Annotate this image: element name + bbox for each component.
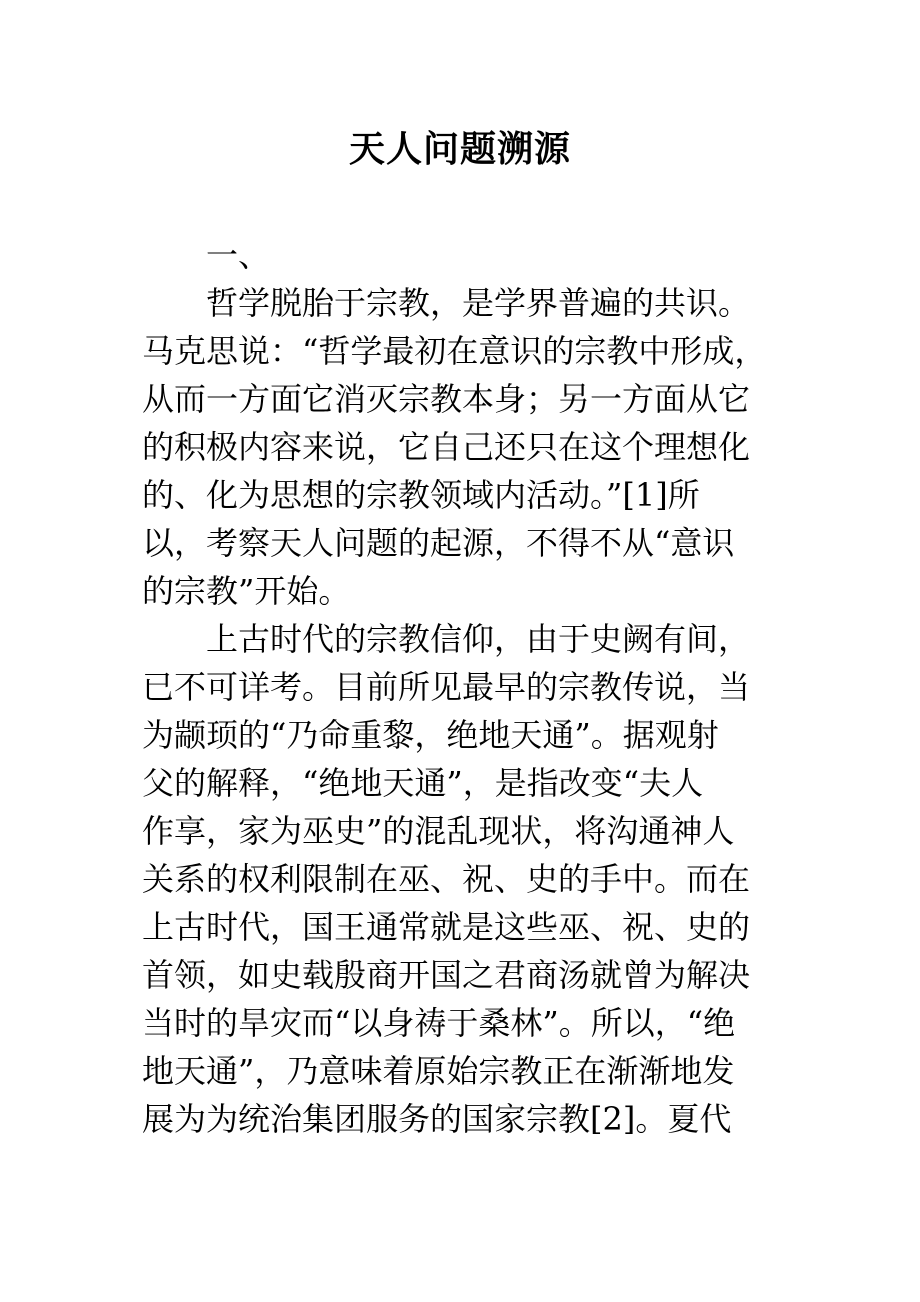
paragraph-line: 当时的旱灾而“以身祷于桑林”。所以，“绝 <box>142 1004 736 1042</box>
paragraph-line: 关系的权利限制在巫、祝、史的手中。而在 <box>142 860 751 898</box>
paragraph-line: 已不可详考。目前所见最早的宗教传说，当 <box>142 668 751 706</box>
paragraph-line: 哲学脱胎于宗教，是学界普遍的共识。 <box>206 284 751 322</box>
paragraph-2 <box>142 615 812 1143</box>
document-body <box>142 231 812 1143</box>
paragraph-line: 作享，家为巫史”的混乱现状，将沟通神人 <box>142 812 735 850</box>
paragraph-line: 马克思说：“哲学最初在意识的宗教中形成， <box>142 332 767 370</box>
paragraph-line: 上古时代，国王通常就是这些巫、祝、史的 <box>142 908 751 946</box>
paragraph-line: 的宗教”开始。 <box>142 572 351 610</box>
paragraph-line: 父的解释，“绝地天通”，是指改变“夫人 <box>142 764 704 802</box>
paragraph-line: 的积极内容来说，它自己还只在这个理想化 <box>142 428 751 466</box>
paragraph-line: 上古时代的宗教信仰，由于史阙有间， <box>206 620 751 658</box>
paragraph-line: 首领，如史载殷商开国之君商汤就曾为解决 <box>142 956 751 994</box>
document-title: 天人问题溯源 <box>348 129 571 170</box>
paragraph-line: 的、化为思想的宗教领域内活动。”[1]所 <box>142 476 700 514</box>
paragraph-line: 以，考察天人问题的起源，不得不从“意识 <box>142 524 735 562</box>
paragraph-line: 展为为统治集团服务的国家宗教[2]。夏代 <box>142 1100 732 1138</box>
paragraph-line: 地天通”，乃意味着原始宗教正在渐渐地发 <box>142 1052 735 1090</box>
paragraph-line: 为颛顼的“乃命重黎，绝地天通”。据观射 <box>142 716 719 754</box>
paragraph-1 <box>142 279 812 615</box>
section-marker: 一、 <box>206 236 271 274</box>
paragraph-line: 从而一方面它消灭宗教本身；另一方面从它 <box>142 380 751 418</box>
